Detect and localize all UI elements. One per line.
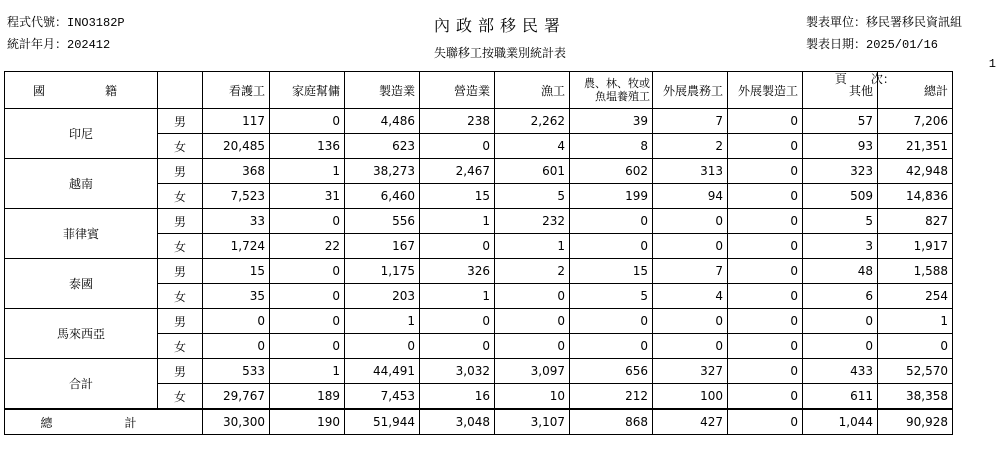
value-cell: 39: [570, 109, 653, 134]
value-cell: 0: [803, 309, 878, 334]
page-number: 1: [988, 57, 996, 71]
value-cell: 0: [495, 309, 570, 334]
value-cell: 5: [803, 209, 878, 234]
value-cell: 0: [728, 359, 803, 384]
value-cell: 0: [270, 334, 345, 359]
header-nationality: 國 籍: [5, 72, 158, 109]
value-cell: 0: [653, 234, 728, 259]
value-cell: 0: [803, 334, 878, 359]
statistics-table: [4, 71, 953, 435]
value-cell: 4: [495, 134, 570, 159]
table-row: [5, 159, 953, 184]
value-cell: 203: [345, 284, 420, 309]
value-cell: 0: [728, 159, 803, 184]
value-cell: 3,032: [420, 359, 495, 384]
header-outreach-manufacturing: 外展製造工: [728, 72, 803, 109]
value-cell: 0: [728, 184, 803, 209]
value-cell: 20,485: [203, 134, 270, 159]
value-cell: 0: [728, 309, 803, 334]
value-cell: 1,588: [878, 259, 953, 284]
grand-total-cell: 868: [570, 409, 653, 435]
value-cell: 2: [495, 259, 570, 284]
value-cell: 136: [270, 134, 345, 159]
report-unit: 製表單位：移民署移民資訊組: [806, 16, 963, 30]
value-cell: 0: [728, 284, 803, 309]
value-cell: 0: [728, 234, 803, 259]
value-cell: 1: [270, 159, 345, 184]
value-cell: 509: [803, 184, 878, 209]
gender-cell: 男: [158, 209, 203, 234]
gender-cell: 男: [158, 359, 203, 384]
value-cell: 238: [420, 109, 495, 134]
value-cell: 254: [878, 284, 953, 309]
value-cell: 44,491: [345, 359, 420, 384]
table-row: [5, 259, 953, 284]
value-cell: 1: [495, 234, 570, 259]
value-cell: 556: [345, 209, 420, 234]
value-cell: 0: [653, 309, 728, 334]
value-cell: 212: [570, 384, 653, 410]
value-cell: 29,767: [203, 384, 270, 410]
header-manufacturing: 製造業: [345, 72, 420, 109]
header-domestic-helper: 家庭幫傭: [270, 72, 345, 109]
value-cell: 0: [270, 259, 345, 284]
statistics-period: 統計年月：202412: [7, 38, 111, 52]
value-cell: 0: [203, 309, 270, 334]
value-cell: 199: [570, 184, 653, 209]
value-cell: 611: [803, 384, 878, 410]
value-cell: 52,570: [878, 359, 953, 384]
header-gender: [158, 72, 203, 109]
grand-total-row: [5, 409, 953, 435]
value-cell: 327: [653, 359, 728, 384]
value-cell: 656: [570, 359, 653, 384]
value-cell: 313: [653, 159, 728, 184]
header-outreach-agriculture: 外展農務工: [653, 72, 728, 109]
value-cell: 1: [420, 209, 495, 234]
report-agency-title: 內政部移民署: [433, 16, 566, 35]
value-cell: 4,486: [345, 109, 420, 134]
value-cell: 189: [270, 384, 345, 410]
table-row: [5, 109, 953, 134]
value-cell: 323: [803, 159, 878, 184]
table-row: [5, 309, 953, 334]
value-cell: 0: [270, 309, 345, 334]
program-code: 程式代號：INO3182P: [7, 16, 125, 30]
value-cell: 0: [653, 334, 728, 359]
report-subtitle: 失聯移工按職業別統計表: [433, 46, 566, 60]
value-cell: 0: [270, 284, 345, 309]
value-cell: 4: [653, 284, 728, 309]
value-cell: 0: [570, 209, 653, 234]
value-cell: 0: [345, 334, 420, 359]
value-cell: 1: [878, 309, 953, 334]
value-cell: 1: [420, 284, 495, 309]
report-date: 製表日期：2025/01/16: [806, 38, 939, 52]
gender-cell: 男: [158, 109, 203, 134]
value-cell: 94: [653, 184, 728, 209]
gender-cell: 男: [158, 309, 203, 334]
value-cell: 326: [420, 259, 495, 284]
value-cell: 2,467: [420, 159, 495, 184]
value-cell: 0: [495, 334, 570, 359]
nationality-cell: 越南: [5, 159, 158, 209]
header-row: [5, 72, 953, 109]
value-cell: 10: [495, 384, 570, 410]
nationality-cell: 泰國: [5, 259, 158, 309]
value-cell: 16: [420, 384, 495, 410]
value-cell: 38,358: [878, 384, 953, 410]
value-cell: 0: [420, 234, 495, 259]
grand-total-cell: 3,107: [495, 409, 570, 435]
table-body: [5, 109, 953, 410]
grand-total-cell: 90,928: [878, 409, 953, 435]
value-cell: 14,836: [878, 184, 953, 209]
grand-total-cell: 0: [728, 409, 803, 435]
value-cell: 533: [203, 359, 270, 384]
value-cell: 1,175: [345, 259, 420, 284]
gender-cell: 男: [158, 159, 203, 184]
grand-total-label: 總 計: [5, 409, 203, 435]
table-row: [5, 209, 953, 234]
value-cell: 1: [345, 309, 420, 334]
grand-total-cell: 51,944: [345, 409, 420, 435]
grand-total-cell: 30,300: [203, 409, 270, 435]
value-cell: 100: [653, 384, 728, 410]
value-cell: 22: [270, 234, 345, 259]
value-cell: 0: [420, 309, 495, 334]
value-cell: 2,262: [495, 109, 570, 134]
value-cell: 0: [653, 209, 728, 234]
nationality-cell: 合計: [5, 359, 158, 410]
table-row: [5, 359, 953, 384]
value-cell: 48: [803, 259, 878, 284]
value-cell: 33: [203, 209, 270, 234]
value-cell: 368: [203, 159, 270, 184]
value-cell: 0: [728, 109, 803, 134]
header-total: 總計: [878, 72, 953, 109]
header-caregiver: 看護工: [203, 72, 270, 109]
value-cell: 0: [570, 234, 653, 259]
nationality-cell: 印尼: [5, 109, 158, 159]
value-cell: 15: [203, 259, 270, 284]
value-cell: 0: [495, 284, 570, 309]
value-cell: 3,097: [495, 359, 570, 384]
value-cell: 5: [495, 184, 570, 209]
nationality-cell: 馬來西亞: [5, 309, 158, 359]
header-construction: 營造業: [420, 72, 495, 109]
value-cell: 0: [878, 334, 953, 359]
value-cell: 827: [878, 209, 953, 234]
value-cell: 0: [420, 334, 495, 359]
gender-cell: 女: [158, 134, 203, 159]
value-cell: 7,523: [203, 184, 270, 209]
header-other: 其他: [803, 72, 878, 109]
grand-total-cell: 3,048: [420, 409, 495, 435]
value-cell: 0: [728, 334, 803, 359]
value-cell: 6,460: [345, 184, 420, 209]
value-cell: 0: [420, 134, 495, 159]
value-cell: 5: [570, 284, 653, 309]
header-fishing: 漁工: [495, 72, 570, 109]
value-cell: 7: [653, 259, 728, 284]
value-cell: 93: [803, 134, 878, 159]
value-cell: 0: [203, 334, 270, 359]
gender-cell: 女: [158, 234, 203, 259]
value-cell: 433: [803, 359, 878, 384]
value-cell: 232: [495, 209, 570, 234]
value-cell: 35: [203, 284, 270, 309]
value-cell: 8: [570, 134, 653, 159]
value-cell: 1,724: [203, 234, 270, 259]
nationality-cell: 菲律賓: [5, 209, 158, 259]
value-cell: 31: [270, 184, 345, 209]
value-cell: 167: [345, 234, 420, 259]
value-cell: 0: [728, 134, 803, 159]
value-cell: 6: [803, 284, 878, 309]
gender-cell: 女: [158, 284, 203, 309]
value-cell: 1: [270, 359, 345, 384]
gender-cell: 女: [158, 384, 203, 410]
value-cell: 7: [653, 109, 728, 134]
gender-cell: 女: [158, 334, 203, 359]
page-label: 頁 次：: [834, 73, 895, 87]
value-cell: 602: [570, 159, 653, 184]
value-cell: 601: [495, 159, 570, 184]
value-cell: 21,351: [878, 134, 953, 159]
header-agriculture: 農、林、牧或 魚塭養殖工: [570, 72, 653, 109]
grand-total-cell: 190: [270, 409, 345, 435]
value-cell: 0: [570, 309, 653, 334]
value-cell: 117: [203, 109, 270, 134]
value-cell: 7,453: [345, 384, 420, 410]
value-cell: 0: [728, 209, 803, 234]
grand-total-cell: 1,044: [803, 409, 878, 435]
value-cell: 1,917: [878, 234, 953, 259]
value-cell: 0: [728, 384, 803, 410]
value-cell: 0: [728, 259, 803, 284]
value-cell: 0: [570, 334, 653, 359]
gender-cell: 女: [158, 184, 203, 209]
value-cell: 3: [803, 234, 878, 259]
value-cell: 0: [270, 109, 345, 134]
value-cell: 42,948: [878, 159, 953, 184]
grand-total-cell: 427: [653, 409, 728, 435]
value-cell: 0: [270, 209, 345, 234]
value-cell: 57: [803, 109, 878, 134]
value-cell: 15: [570, 259, 653, 284]
gender-cell: 男: [158, 259, 203, 284]
value-cell: 38,273: [345, 159, 420, 184]
value-cell: 623: [345, 134, 420, 159]
value-cell: 15: [420, 184, 495, 209]
value-cell: 7,206: [878, 109, 953, 134]
value-cell: 2: [653, 134, 728, 159]
